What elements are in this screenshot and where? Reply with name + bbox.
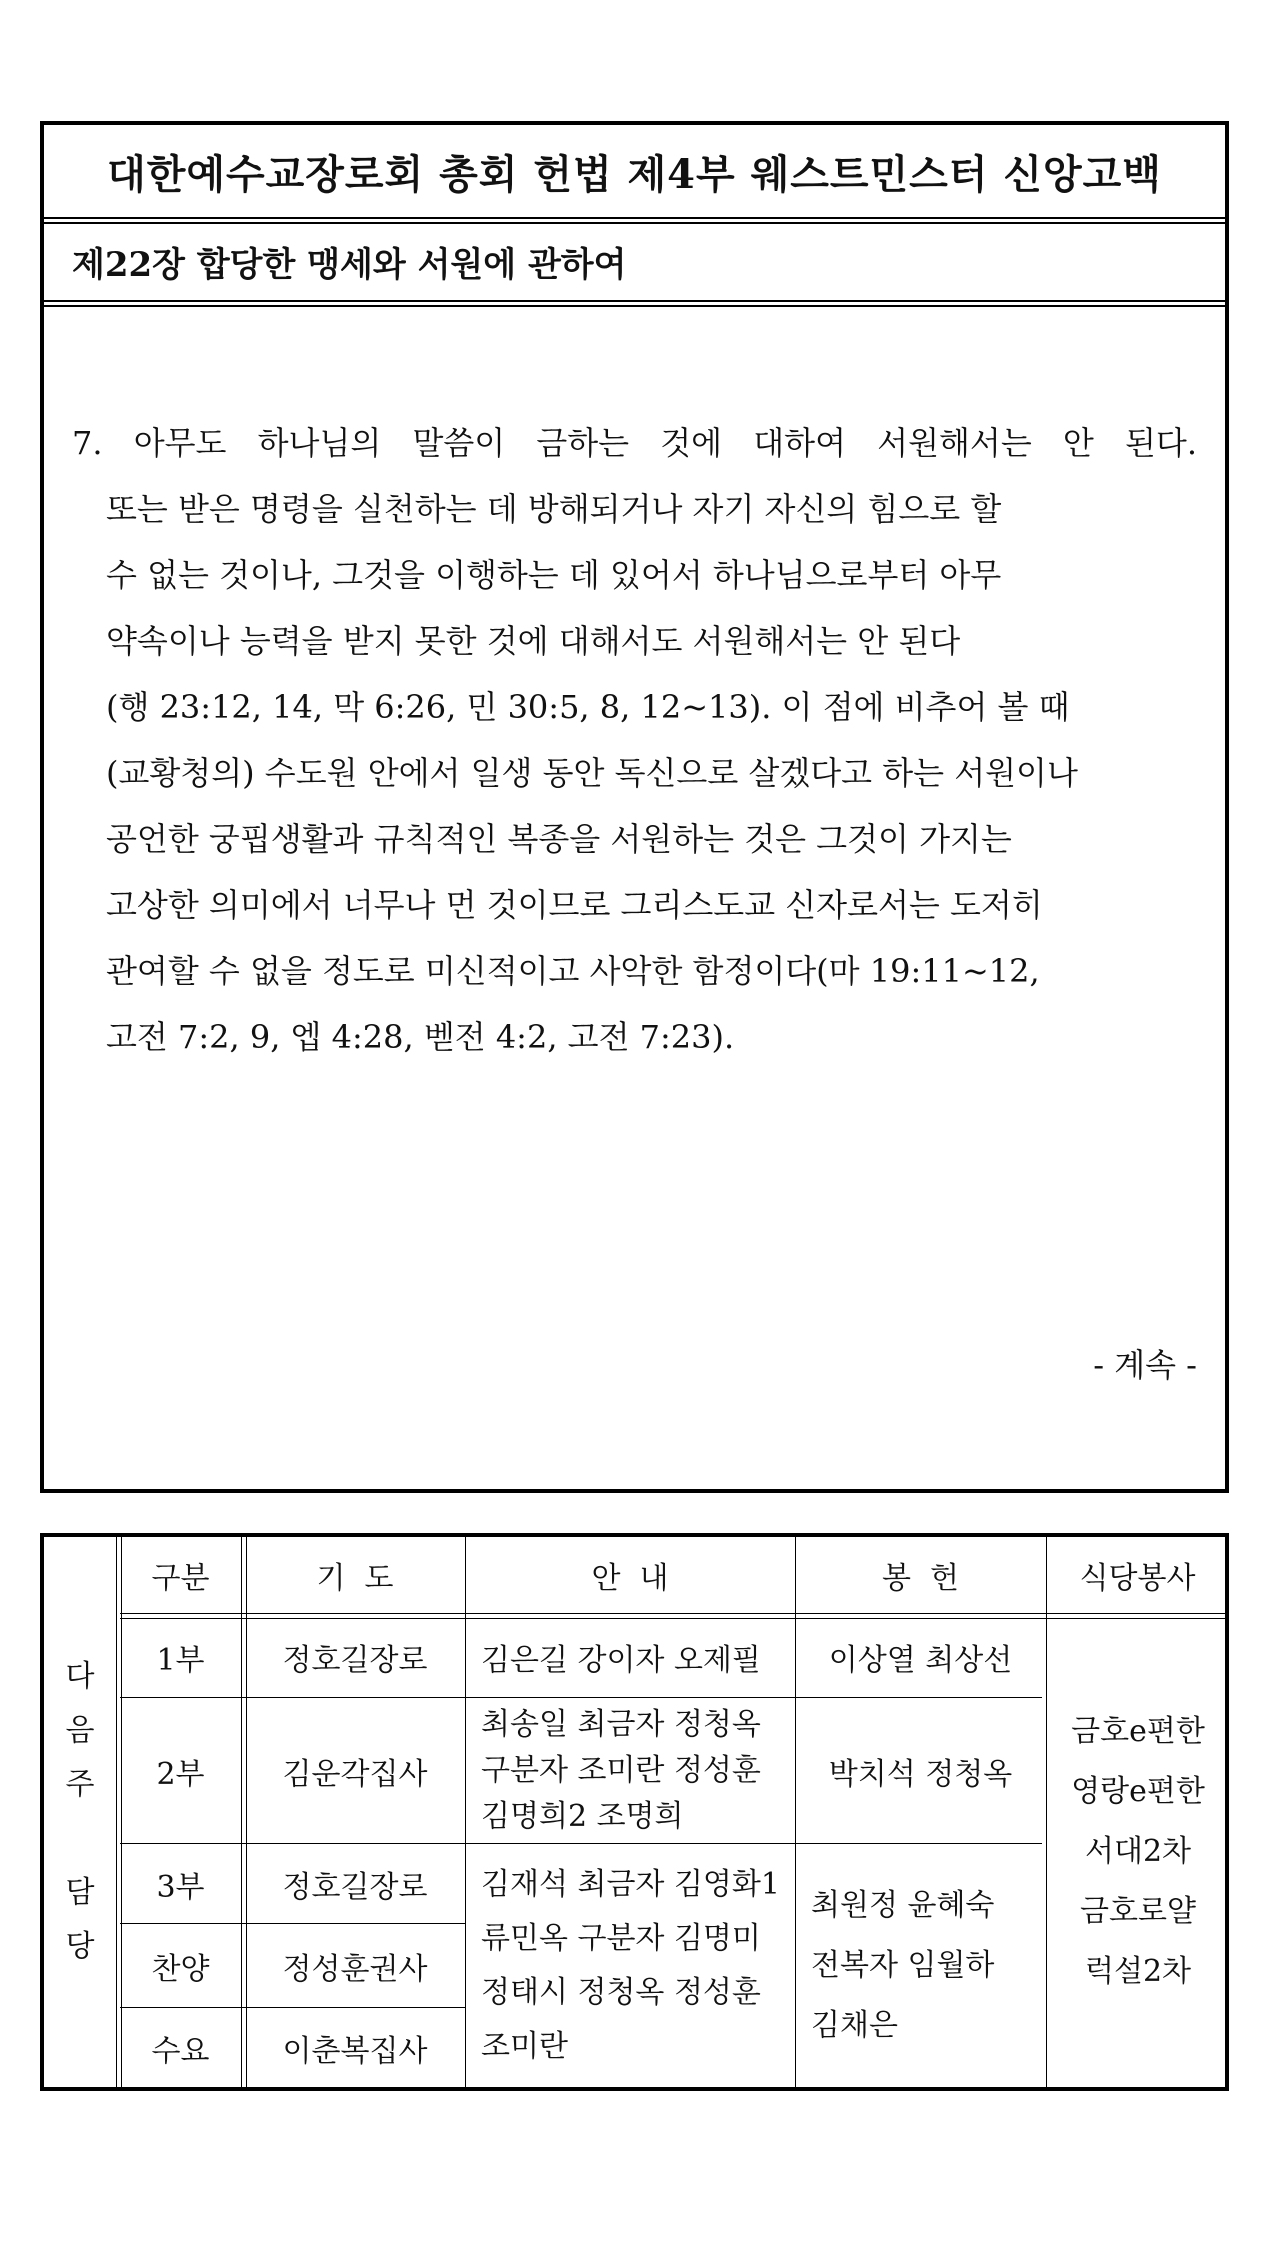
- row-division: 수요: [151, 2033, 210, 2069]
- kitchen-service: [1047, 1617, 1229, 2087]
- kitchen-line: 럭설2차: [1084, 1954, 1192, 1989]
- article-line: (교황청의) 수도원 안에서 일생 동안 독신으로 살겠다고 하는 서원이나: [106, 754, 1078, 792]
- article-line: 7. 아무도 하나님의 말씀이 금하는 것에 대하여 서원해서는 안 된다.: [72, 424, 1197, 462]
- row-prayer: 정성훈권사: [282, 1951, 428, 1987]
- kitchen-line: 금호e편한: [1071, 1714, 1205, 1749]
- side-label-char: 다: [65, 1659, 95, 1694]
- header-kitchen: 식당봉사: [1079, 1561, 1196, 1596]
- chapter-divider: [44, 300, 1225, 302]
- article-line: 고상한 의미에서 너무나 먼 것이므로 그리스도교 신자로서는 도저히: [106, 886, 1043, 924]
- kitchen-line: 영랑e편한: [1071, 1774, 1205, 1809]
- offering-line: 최원정 윤혜숙: [811, 1887, 995, 1923]
- row-division: 2부: [156, 1756, 205, 1792]
- side-label-char: 담: [65, 1875, 95, 1910]
- usher-service-1: 김은길 강이자 오제필: [481, 1643, 761, 1678]
- offering-service-2: 박치석 정청옥: [828, 1756, 1013, 1792]
- row-division: 3부: [156, 1869, 205, 1905]
- row-prayer: 이춘복집사: [282, 2033, 428, 2069]
- title-divider: [44, 217, 1225, 219]
- header-prayer: 기 도: [316, 1561, 394, 1596]
- header-division: 구분: [151, 1561, 210, 1596]
- chapter-divider-inner: [44, 305, 1225, 307]
- article-line: 공언한 궁핍생활과 규칙적인 복종을 서원하는 것은 그것이 가지는: [106, 820, 1012, 858]
- article-line: (행 23:12, 14, 막 6:26, 민 30:5, 8, 12~13). 이 점에 비추어 볼 때: [106, 688, 1070, 726]
- row-division: 찬양: [151, 1951, 210, 1987]
- row-prayer: 정호길장로: [282, 1643, 428, 1678]
- usher-line: 구분자 조미란 정성훈: [481, 1752, 761, 1788]
- kitchen-line: 서대2차: [1084, 1834, 1192, 1869]
- side-label-char: 주: [65, 1767, 95, 1802]
- article-line: 수 없는 것이나, 그것을 이행하는 데 있어서 하나님으로부터 아무: [106, 556, 1002, 594]
- usher-line: 조미란: [481, 2028, 568, 2064]
- row-prayer: 김운각집사: [282, 1756, 428, 1792]
- row-prayer: 정호길장로: [282, 1869, 428, 1905]
- side-label-char: 음: [65, 1713, 95, 1748]
- usher-line: 최송일 최금자 정청옥: [481, 1706, 761, 1742]
- article-line: 또는 받은 명령을 실천하는 데 방해되거나 자기 자신의 힘으로 할: [106, 490, 1002, 528]
- kitchen-line: 금호로얄: [1080, 1894, 1196, 1929]
- usher-service-3: [465, 1844, 795, 2087]
- usher-line: 류민옥 구분자 김명미: [481, 1920, 761, 1956]
- usher-line: 김명희2 조명희: [481, 1798, 684, 1834]
- side-label-char: 당: [65, 1929, 95, 1964]
- article-line: 약속이나 능력을 받지 못한 것에 대해서도 서원해서는 안 된다: [106, 622, 961, 660]
- next-week-duty-label: [44, 1537, 116, 2087]
- article-line: 관여할 수 없을 정도로 미신적이고 사악한 함정이다(마 19:11~12,: [106, 952, 1040, 990]
- header-usher: 안 내: [591, 1561, 669, 1596]
- continued-marker: - 계속 -: [1093, 1346, 1197, 1384]
- usher-service-2: [465, 1698, 795, 1843]
- row-division: 1부: [156, 1643, 205, 1678]
- header-offering: 봉 헌: [881, 1561, 960, 1596]
- article-line: 고전 7:2, 9, 엡 4:28, 벧전 4:2, 고전 7:23).: [106, 1018, 735, 1056]
- offering-service-1: 이상열 최상선: [828, 1643, 1013, 1678]
- confession-box: [40, 121, 1229, 1493]
- chapter-heading: 제22장 합당한 맹세와 서원에 관하여: [72, 244, 627, 285]
- offering-line: 김채은: [811, 2007, 898, 2043]
- next-week-duty-table: [40, 1533, 1229, 2091]
- usher-line: 정태시 정청옥 정성훈: [481, 1974, 761, 2010]
- offering-line: 전복자 임월하: [811, 1947, 995, 1983]
- usher-line: 김재석 최금자 김영화1: [481, 1866, 780, 1902]
- offering-service-3: [795, 1844, 1046, 2087]
- document-title: 대한예수교장로회 총회 헌법 제4부 웨스트민스터 신앙고백: [107, 150, 1162, 198]
